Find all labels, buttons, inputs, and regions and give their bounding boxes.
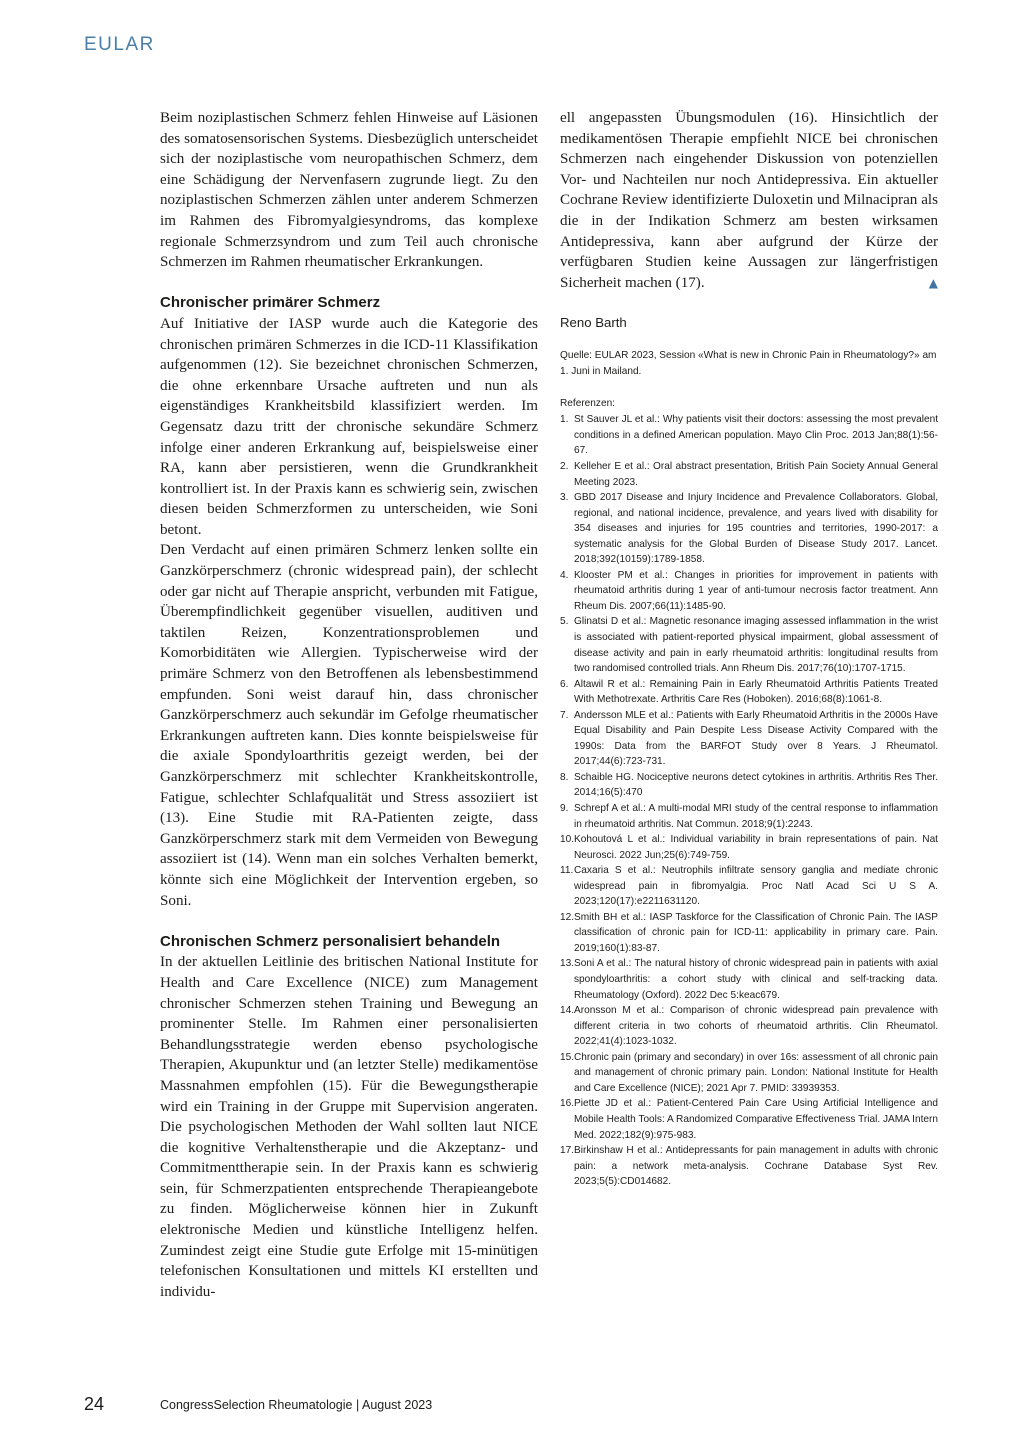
reference-text: Kohoutová L et al.: Individual variability in brain representations of pain. Nat Neurosci. 2022 Jun;25(6):749-759. bbox=[574, 834, 938, 861]
paragraph-nice: In der aktuellen Leitlinie des britischen National Institute for Health and Care Excellence (NICE) zum Management chronischer Schmerzen stehen Training und Bewegung an prominenter Stelle. Im Rahmen einer personalisierten Behandlungsstrategie werden ebenso psychologische Therapien, Akupunktur und (an letzter Stelle) medikamentöse Massnahmen empfohlen (15). Für die Bewegungstherapie wird ein Training in der Gruppe mit Supervision angeraten. Die psychologischen Methoden der Wahl sollten laut NICE die kognitive Verhaltenstherapie und die Akzeptanz- und Commitmenttherapie sein. In der Praxis kann es schwierig sein, für Schmerzpatienten entsprechende Therapieangebote zu finden. Möglicherweise können hier in Zukunft elektronische Medien und künstliche Intelligenz helfen. Zumindest zeigt eine Studie gute Erfolge mit 15-minütigen telefonischen Konsultationen und mittels KI erstellten und individu- bbox=[160, 954, 538, 1300]
reference-item bbox=[560, 708, 938, 770]
paragraph-continuation bbox=[560, 108, 938, 293]
reference-number: 9. bbox=[560, 803, 569, 815]
reference-text: Klooster PM et al.: Changes in priorities for improvement in patients with rheumatoid arthritis during 1 year of anti-tumour necrosis factor treatment. Ann Rheum Dis. 2007;66(11):1485-90. bbox=[574, 569, 938, 612]
reference-item bbox=[560, 910, 938, 957]
reference-item bbox=[560, 1143, 938, 1190]
reference-number: 14. bbox=[560, 1005, 575, 1017]
reference-number: 5. bbox=[560, 616, 569, 628]
reference-number: 17. bbox=[560, 1145, 575, 1157]
author-name: Reno Barth bbox=[560, 315, 627, 331]
reference-text: Andersson MLE et al.: Patients with Early Rheumatoid Arthritis in the 2000s Have Equal Disability and Pain Despite Less Disease Activity Compared with the 1990s: Data from the BARFOT Study over 8 Years. J Rheumatol. 2017;44(6):723-731. bbox=[574, 709, 938, 768]
reference-item bbox=[560, 1096, 938, 1143]
reference-number: 1. bbox=[560, 414, 569, 426]
reference-number: 3. bbox=[560, 492, 569, 504]
right-column bbox=[560, 108, 938, 1190]
reference-text: St Sauver JL et al.: Why patients visit their doctors: assessing the most prevalent conditions in a defined American population. Mayo Clin Proc. 2013 Jan;88(1):56-67. bbox=[574, 414, 938, 457]
paragraph-iasp: Auf Initiative der IASP wurde auch die Kategorie des chronischen primären Schmerzes in die ICD-11 Klassifikation aufgenommen (12). Sie bezeichnet chronischen Schmerzen, die ohne erkennbare Ursache auftreten und nun als eigenständiges Krankheitsbild klassifiziert werden. Im Gegensatz dazu tritt der chronische sekundäre Schmerz infolge einer anderen Erkrankung auf, beispielsweise einer RA, kann aber persistieren, wenn die Grundkrankheit kontrolliert ist. In der Praxis kann es schwierig sein, zwischen diesen beiden Schmerzformen zu unterscheiden, wie Soni betont. bbox=[160, 315, 538, 538]
reference-number: 13. bbox=[560, 958, 575, 970]
reference-number: 15. bbox=[560, 1051, 575, 1063]
reference-text: Aronsson M et al.: Comparison of chronic widespread pain prevalence with different criteria in two cohorts of rheumatoid arthritis. Clin Rheumatol. 2022;41(4):1023-1032. bbox=[574, 1005, 938, 1048]
publication-name: CongressSelection Rheumatologie | August 2023 bbox=[160, 1398, 433, 1412]
reference-text: Schaible HG. Nociceptive neurons detect cytokines in arthritis. Arthritis Res Ther. 2014;16(5):470 bbox=[574, 771, 938, 799]
reference-text: Altawil R et al.: Remaining Pain in Early Rheumatoid Arthritis Patients Treated With Methotrexate. Arthritis Care Res (Hoboken). 2016;68(8):1061-8. bbox=[574, 678, 938, 706]
section-header: EULAR bbox=[84, 34, 155, 55]
references-title: Referenzen: bbox=[560, 398, 615, 410]
reference-text: Kelleher E et al.: Oral abstract presentation, British Pain Society Annual General Meeting 2023. bbox=[574, 460, 938, 488]
reference-number: 12. bbox=[560, 911, 575, 923]
reference-item bbox=[560, 614, 938, 676]
reference-text: GBD 2017 Disease and Injury Incidence and Prevalence Collaborators. Global, regional, and national incidence, prevalence, and years lived with disability for 354 diseases and injuries for 195 countries and territories, 1990-2017: a systematic analysis for the Global Burden of Disease Study 2017. Lancet. 2018;392(10159):1789-1858. bbox=[574, 492, 938, 566]
reference-text: Chronic pain (primary and secondary) in over 16s: assessment of all chronic pain and management of chronic primary pain. London: National Institute for Health and Care Excellence (NICE); 2021 Apr 7. PMID: 33939353. bbox=[574, 1051, 938, 1094]
reference-text: Smith BH et al.: IASP Taskforce for the Classification of Chronic Pain. The IASP classification of chronic pain for ICD-11: applicability in primary care. Pain. 2019;160(1):83-87. bbox=[574, 911, 938, 954]
reference-number: 10. bbox=[560, 834, 575, 846]
reference-text: Glinatsi D et al.: Magnetic resonance imaging assessed inflammation in the wrist is associated with patient-reported physical impairment, global assessment of disease activity and pain in early rheumatoid arthritis: longitudinal results from two randomised controlled trials. Ann Rheum Dis. 2017;76(10):1707-1715. bbox=[574, 616, 938, 675]
reference-item bbox=[560, 677, 938, 708]
left-column bbox=[160, 108, 538, 1302]
source-note: Quelle: EULAR 2023, Session «What is new in Chronic Pain in Rheumatology?» am 1. Juni in Mailand. bbox=[560, 350, 937, 378]
paragraph-widespread-pain: Den Verdacht auf einen primären Schmerz lenken sollte ein Ganzkörperschmerz (chronic widespread pain), der schlecht oder gar nicht auf Therapie anspricht, verbunden mit Fatigue, Überempfindlichkeit gegenüber visuellen, auditiven und taktilen Reizen, Konzentrationsproblemen und Komorbiditäten wie Allergien. Typischerweise wird der primäre Schmerz von den Betroffenen als lebensbestimmend empfunden. Soni weist darauf hin, dass chronischer Ganzkörperschmerz auch sekundär im Gefolge rheumatischer Erkrankungen auftreten kann. Dies konnte beispielsweise für die axiale Spondyloarthritis gezeigt werden, bei der Ganzkörperschmerz mit schlechter Krankheitskontrolle, Fatigue, schlechter Schlafqualität und Stress assoziiert ist (13). Eine Studie mit RA-Patienten zeigte, dass Ganzkörperschmerz stark mit dem Vermeiden von Bewegung assoziiert ist (14). Wenn man ein solches Verhalten bemerkt, könnte sich eine Möglichkeit der Intervention ergeben, so Soni. bbox=[160, 542, 538, 909]
reference-number: 4. bbox=[560, 569, 569, 581]
reference-number: 8. bbox=[560, 771, 569, 783]
reference-text: Caxaria S et al.: Neutrophils infiltrate sensory ganglia and mediate chronic widespread pain in fibromyalgia. Proc Natl Acad Sci U S A. 2023;120(17):e2211631120. bbox=[574, 865, 938, 908]
reference-item bbox=[560, 863, 938, 910]
reference-item bbox=[560, 770, 938, 801]
reference-number: 16. bbox=[560, 1098, 575, 1110]
reference-item bbox=[560, 832, 938, 863]
page-number: 24 bbox=[84, 1394, 105, 1414]
paragraph-intro: Beim noziplastischen Schmerz fehlen Hinweise auf Läsionen des somatosensorischen Systems. Diesbezüglich unterscheidet sich der noziplastische vom neuropathischen Schmerz, dem eine Schädigung der Nervenfasern zugrunde liegt. Zu den noziplastischen Schmerzen zählen unter anderem Schmerzen im Rahmen des Fibromyalgiesyndroms, das komplexe regionale Schmerzsyndrom und zum Teil auch chronische Schmerzen im Rahmen rheumatischer Erkrankungen. bbox=[160, 110, 538, 271]
reference-item bbox=[560, 956, 938, 1003]
reference-item bbox=[560, 490, 938, 568]
reference-number: 6. bbox=[560, 678, 569, 690]
references-list bbox=[560, 412, 938, 1189]
reference-item bbox=[560, 568, 938, 615]
subheading-primary-pain: Chronischer primärer Schmerz bbox=[160, 294, 381, 312]
reference-text: Piette JD et al.: Patient-Centered Pain Care Using Artificial Intelligence and Mobile Health Tools: A Randomized Comparative Effectiveness Trial. JAMA Intern Med. 2022;182(9):975-983. bbox=[574, 1098, 938, 1141]
reference-text: Soni A et al.: The natural history of chronic widespread pain in patients with axial spondyloarthritis: a cohort study with clinical and self-tracking data. Rheumatology (Oxford). 2022 Dec 5:keac679. bbox=[574, 958, 938, 1001]
paragraph-continuation-text: ell angepassten Übungsmodulen (16). Hinsichtlich der medikamentösen Therapie empfiehlt NICE bei chronischen Schmerzen nach eingehender Diskussion von potenziellen Vor- und Nachteilen nur noch Antidepressiva. Ein aktueller Cochrane Review identifizierte Duloxetin und Milnacipran als die in der Indikation Schmerz am besten wirksamen Antidepressiva, kann aber aufgrund der Kürze der verfügbaren Studien keine Aussagen zur längerfristigen Sicherheit machen (17). bbox=[560, 110, 938, 291]
reference-number: 7. bbox=[560, 709, 569, 721]
reference-number: 11. bbox=[560, 865, 574, 877]
reference-text: Birkinshaw H et al.: Antidepressants for pain management in adults with chronic pain: a network meta-analysis. Cochrane Database Syst Rev. 2023;5(5):CD014682. bbox=[574, 1145, 938, 1188]
reference-item bbox=[560, 1003, 938, 1050]
subheading-personalized: Chronischen Schmerz personalisiert behandeln bbox=[160, 932, 501, 950]
reference-item bbox=[560, 1050, 938, 1097]
reference-number: 2. bbox=[560, 460, 569, 472]
reference-text: Schrepf A et al.: A multi-modal MRI study of the central response to inflammation in rheumatoid arthritis. Nat Commun. 2018;9(1):2243. bbox=[574, 803, 938, 830]
end-of-article-icon: ▲ bbox=[928, 275, 938, 290]
reference-item bbox=[560, 801, 938, 832]
reference-item bbox=[560, 412, 938, 459]
reference-item bbox=[560, 459, 938, 490]
